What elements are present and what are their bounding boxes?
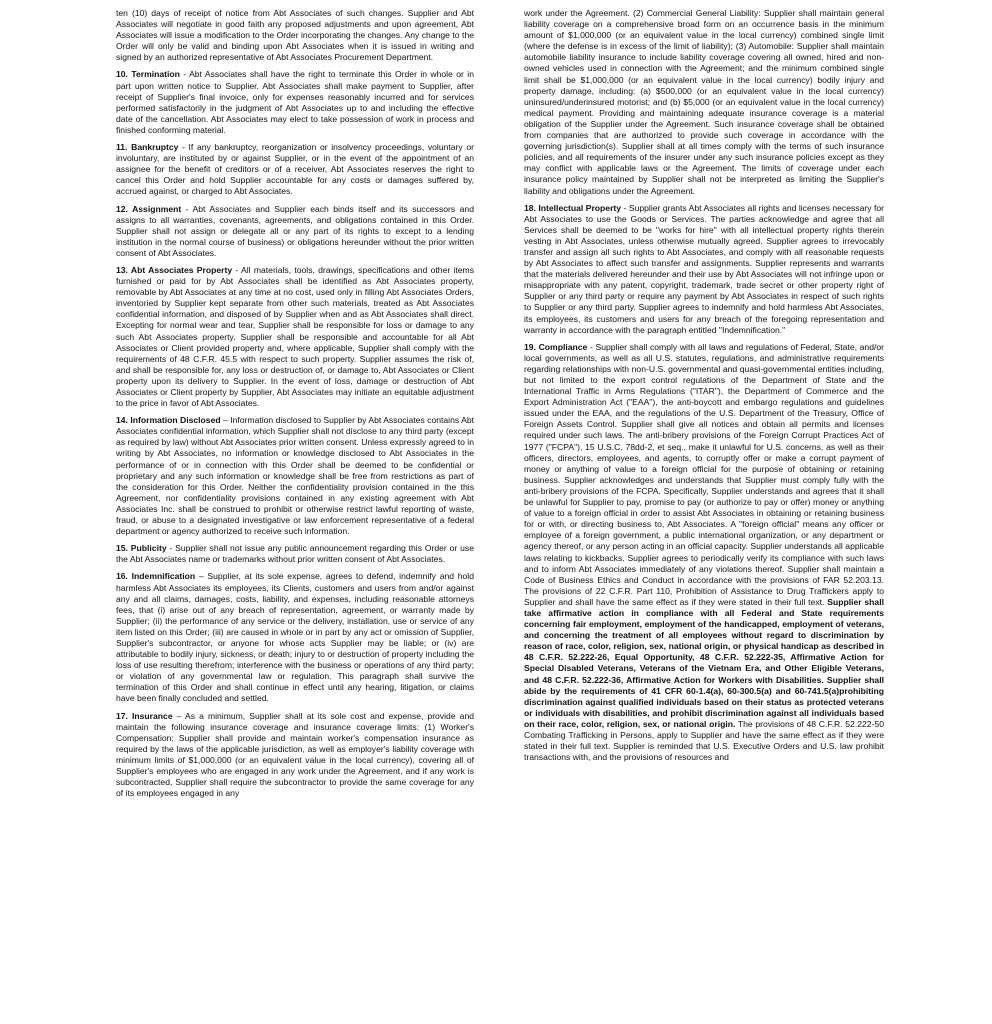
continuation-paragraph: ten (10) days of receipt of notice from Abt Associates of such changes. Supplier and Abt Associates will negotiate in good faith any proposed adjustments and upon agreement, Abt Associates will issue a modification to the Order incorporating the changes. Any change to the Order will only be valid and binding upon Abt Associates when it is issued in writing and signed by an authorized representative of Abt Associates Procurement Department. bbox=[116, 8, 474, 63]
section-body: - All materials, tools, drawings, specifications and other items furnished or paid for by Abt Associates shall be identified as Abt Associates property, removable by Abt Associates at any time at no cost, used only in filling Abt Associates Orders, inventoried by Supplier kept separate from other such materials, treated as Abt Associates confidential information, and disposed of by Supplier when and as Abt Associates shall direct. Excepting for normal wear and tear, Supplier shall be responsible for loss or damage to any such Abt Associates property. Supplier shall be responsible and accountable for all Abt Associates or Client provided property and, where applicable, Supplier shall comply with the requirements of 48 C.F.R. 45.5 with respect to such property. Supplier assumes the risk of, and shall be responsible for, any loss or destruction of, or damage to, Abt Associates or Client property upon its delivery to Supplier. In the event of loss, damage or destruction of Abt Associates or Client property by Supplier, Abt Associates may initiate an equitable adjustment to the price in favor of Abt Associates. bbox=[116, 264, 474, 409]
continuation-paragraph: work under the Agreement. (2) Commercial General Liability: Supplier shall maintain general liability coverage on a comprehensive broad form on an occurrence basis in the minimum amount of $1,000,000 (or an equivalent value in the local currency) combined single limit (where the defense is in excess of the limit of liability); (3) Automobile: Supplier shall maintain automobile liability insurance to include liability coverage covering all owned, hired and non-owned vehicles used in connection with the Agreement; and the minimum combined single limit shall be $1,000,000 (or an equivalent value in the local currency) bodily injury and property damage, including: (a) $500,000 (or an equivalent value in the local currency) uninsured/underinsured motorist; and (b) $5,000 (or an equivalent value in the local currency) medical payment. Providing and maintaining adequate insurance coverage is a material obligation of the Supplier under the Agreement. Such insurance coverage shall be obtained from companies that are authorized to provide such coverage in accordance with the governing jurisdiction(s). Supplier shall at all times comply with the terms of such insurance policies, and all requirements of the insurer under any such insurance policies except as they may conflict with applicable laws or the Agreement. The limits of coverage under each insurance policy maintained by Supplier shall not be interpreted as limiting the Supplier's liability and obligations under the Agreement. bbox=[524, 8, 884, 196]
section-body: - Supplier shall comply with all laws and regulations of Federal, State, and/or local governments, as well as all U.S. statutes, regulations, and administrative requirements regarding relationships with non-U.S. governmental and quasi-governmental entities including, but not limited to the export control regulations of the Department of State and the International Traffic in Arms Regulations ("ITAR"), the Department of Commerce and the Export Administration Act ("EAA"), the anti-boycott and embargo regulations and guidelines issued under the EAA, and the regulations of the U.S. Department of the Treasury, Office of Foreign Assets Control. Supplier shall give all notices and obtain all permits and licenses required under such laws. The anti-bribery provisions of the Foreign Corrupt Practices Act of 1977 ("FCPA"), 15 U.S.C. 78dd-2, et seq., make it unlawful for U.S. concerns, as well as their officers, directors, employees, and agents, to corruptly offer or make a corrupt payment of money or anything of value to a foreign official for the purpose of obtaining or retaining business. Supplier acknowledges and understands that Supplier must comply fully with the anti-bribery provisions of the FCPA. Specifically, Supplier understands and agrees that it shall be unlawful for Supplier to pay, promise to pay (or authorize to pay or offer) money or anything of value to a foreign official in order to assist Abt Associates in obtaining or retaining business for or with, or directing business to, Abt Associates. A "foreign official" means any officer or employee of a foreign government, a public international organization, or any department or agency thereof, or any person acting in an official capacity. Supplier understands all applicable laws relating to kickbacks. Supplier agrees to periodically verify its compliance with such laws and to inform Abt Associates immediately of any violations thereof. Supplier shall maintain a Code of Business Ethics and Conduct in accordance with the provisions of FAR 52.203.13. The provisions of 22 C.F.R. Part 110, Prohibition of Assistance to Drug Traffickers apply to Supplier and shall have the same effect as if they were stated in their full text. bbox=[524, 341, 884, 607]
section-termination bbox=[116, 69, 474, 136]
section-bankruptcy bbox=[116, 142, 474, 197]
section-body-tail: The provisions of 48 C.F.R. 52.222-50 Combating Trafficking in Persons, apply to Supplier and have the same effect as if they were stated in their full text. Supplier is reminded that U.S. Executive Orders and U.S. law prohibit transactions with, and the provisions of resources and bbox=[524, 718, 884, 763]
section-body: - Abt Associates and Supplier each binds itself and its successors and assigns to all warranties, covenants, agreements, and obligations contained in this Order. Supplier shall not assign or delegate all or any part of its rights to except to a lending institution in the normal course of business) or obligations hereunder without the prior written consent of Abt Associates. bbox=[116, 203, 474, 258]
section-body: – Information disclosed to Supplier by Abt Associates contains Abt Associates confidential information, which Supplier shall not disclose to any third party (except as required by law) without Abt Associates prior written consent. Unless expressly agreed to in writing by Abt Associates, no information or knowledge disclosed to Abt Associates in the performance of or in connection with this Order shall be deemed to be confidential or proprietary and any such information or knowledge shall be free from restrictions as part of the consideration for this Order. Neither the confidentiality provision contained in the this Agreement, nor confidentiality provisions contained in any existing agreement with Abt Associates Inc. shall be construed to prohibit or otherwise restrict lawful reporting of waste, fraud, or abuse to a designated investigative or law enforcement representative of a federal department or agency authorized to receive such information. bbox=[116, 415, 474, 537]
section-heading: 13. Abt Associates Property bbox=[116, 264, 233, 275]
section-body: – As a minimum, Supplier shall at its sole cost and expense, provide and maintain the following insurance coverage and insurance coverage limits: (1) Worker's Compensation: Supplier shall provide and maintain worker's compensation insurance as required by the laws of the applicable jurisdiction, as well as employer's liability coverage with minimum limits of $1,000,000 (or an equivalent value in the local currency), covering all of Supplier's employees who are engaged in any work under the Agreement, and if any work is subcontracted, Supplier shall require the subcontractor to provide the same coverage for any of its employees engaged in any bbox=[116, 710, 474, 799]
section-body-bold: Supplier shall take affirmative action in compliance with all Federal and State requirements concerning fair employment, employment of the handicapped, employment of veterans, and concerning the treatment of all employees without regard to discrimination by reason of race, color, religion, sex, national origin, or physical handicap as described in 48 C.F.R. 52.222-26, Equal Opportunity, 48 C.F.R. 52.222-35, Affirmative Action for Special Disabled Veterans, Veterans of the Vietnam Era, and Other Eligible Veterans, and 48 C.F.R. 52.222-36, Affirmative Action for Workers with Disabilities. Supplier shall abide by the requirements of 41 CFR 60-1.4(a), 60-300.5(a) and 60-741.5(a)prohibiting discrimination against qualified individuals based on their status as protected veterans or individuals with disabilities, and prohibit discrimination against all individuals based on their race, color, religion, sex, or national origin. bbox=[524, 596, 884, 729]
section-abt-property bbox=[116, 265, 474, 409]
section-body: – Supplier, at its sole expense, agrees to defend, indemnify and hold harmless Abt Associates its employees, its Clients, customers and users from and/or against any and all claims, damages, costs, liability, and expenses, including reasonable attorneys fees, that (i) arise out of any breach of representation, agreement, or warranty made by Supplier; (ii) the performance of any service or the delivery, installation, use or service of any item listed on this Order; (iii) are caused in whole or in part by any act or omission of Supplier, Supplier's subcontractor, or anyone for whose acts Supplier may be liable; or (iv) are attributable to bodily injury, sickness, or death; injury to or destruction of property including the loss of use resulting therefrom; interference with the business or operations of any third party; or violation of any governmental law or regulation. This paragraph shall survive the termination of this Order and shall continue in effect until any hearing, litigation, or claims have been finally concluded and settled. bbox=[116, 571, 474, 704]
section-information-disclosed bbox=[116, 415, 474, 537]
section-heading: 15. Publicity bbox=[116, 543, 167, 554]
section-body: - Supplier shall not issue any public announcement regarding this Order or use the Abt Associates name or trademarks without prior written consent of Abt Associates. bbox=[116, 543, 474, 565]
section-heading: 17. Insurance bbox=[116, 710, 173, 721]
section-heading: 18. Intellectual Property bbox=[524, 202, 622, 213]
section-body: - Supplier grants Abt Associates all rights and licenses necessary for Abt Associates to use the Goods or Services. The parties acknowledge and agree that all Services shall be deemed to be "works for hire" with all intellectual property rights therein vesting in Abt Associates, unless otherwise mutually agreed. Supplier agrees to irrevocably transfer and assign all such rights to Abt Associates, and comply with all reasonable requests by Abt Associates to affect such transfer and assignments. Supplier represents and warrants that the materials delivered hereunder and their use by Abt Associates will not infringe upon or misappropriate with any patent, copyright, trademark, trade secret or other property right of Supplier or any third party or require any payment by Abt Associates in respect of such rights to Supplier or any third party. Supplier agrees to indemnify and hold harmless Abt Associates, its employees, its customers and users for any breach of the foregoing representation and warranty in accordance with the paragraph entitled "Indemnification." bbox=[524, 202, 884, 335]
left-column bbox=[116, 8, 474, 1008]
section-publicity bbox=[116, 543, 474, 565]
section-heading: 10. Termination bbox=[116, 69, 180, 80]
section-heading: 16. Indemnification bbox=[116, 571, 196, 582]
right-column bbox=[524, 8, 884, 1008]
section-intellectual-property bbox=[524, 203, 884, 336]
section-assignment bbox=[116, 204, 474, 259]
section-heading: 14. Information Disclosed bbox=[116, 415, 221, 426]
section-heading: 19. Compliance bbox=[524, 341, 588, 352]
section-heading: 12. Assignment bbox=[116, 203, 182, 214]
section-insurance bbox=[116, 711, 474, 800]
section-compliance bbox=[524, 342, 884, 764]
section-indemnification bbox=[116, 571, 474, 704]
section-body: - If any bankruptcy, reorganization or insolvency proceedings, voluntary or involuntary, are instituted by or against Supplier, or in the event of the appointment of an assignee for the benefit of creditors or of a receiver, Abt Associates reserves the right to cancel this Order and hold Supplier accountable for any costs or damages suffered by, accrued against, or charged to Abt Associates. bbox=[116, 142, 474, 197]
section-heading: 11. Bankruptcy bbox=[116, 142, 179, 153]
section-body: - Abt Associates shall have the right to terminate this Order in whole or in part upon written notice to Supplier. Abt Associates shall make payment to Supplier, after receipt of Supplier's final invoice, only for expenses reasonably incurred and for services performed satisfactorily in the judgment of Abt Associates up to and including the effective date of the cancellation. Abt Associates may elect to take possession of work in process and finished conforming material. bbox=[116, 69, 474, 135]
